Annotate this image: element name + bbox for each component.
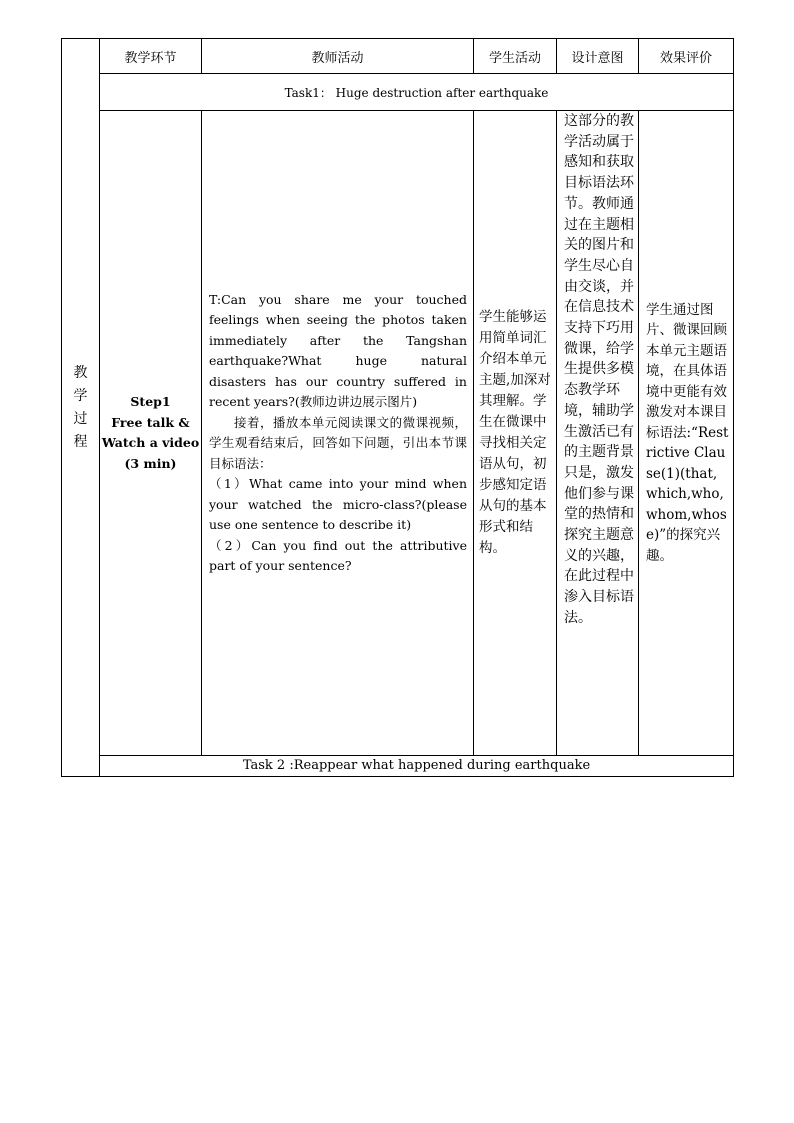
teacher-question-1: （1）What came into your mind when your watched the micro-class?(please use one sentence to describe it) [209,476,467,532]
header-effect-evaluation: 效果评价 [639,39,734,74]
step1-row [62,111,734,756]
task1-title: Task1： Huge destruction after earthquake [100,74,734,111]
task2-title: Task 2 :Reappear what happened during earthquake [100,756,734,777]
header-design-intent: 设计意图 [557,39,639,74]
teacher-question-2: （2）Can you find out the attributive part of your sentence? [209,537,467,573]
effect-evaluation-cell: 学生通过图片、微课回顾本单元主题语境，在具体语境中更能有效激发对本课目标语法:“Restrictive Clause(1)(that, which,who, whom,whose)”的探究兴趣。 [639,111,734,756]
header-teaching-step: 教学环节 [100,39,202,74]
header-row [62,39,734,74]
task1-row [62,74,734,111]
student-activity-cell: 学生能够运用简单词汇介绍本单元主题,加深对其理解。学生在微课中寻找相关定语从句，初步感知定语从句的基本形式和结构。 [474,111,557,756]
teacher-paragraph-2: 接着，播放本单元阅读课文的微课视频，学生观看结束后，回答如下问题，引出本节课目标语法： [209,414,467,471]
design-intent-cell: 这部分的教学活动属于感知和获取目标语法环节。教师通过在主题相关的图片和学生尽心自由交谈，并在信息技术支持下巧用微课，给学生提供多模态教学环境，辅助学生激活已有的主题背景只是，激发他们参与课堂的热情和探究主题意义的兴趣，在此过程中渗入目标语法。 [557,111,639,756]
header-teacher-activity: 教师活动 [202,39,474,74]
header-student-activity: 学生活动 [474,39,557,74]
task2-row [62,756,734,777]
teacher-paragraph-1: T:Can you share me your touched feelings when seeing the photos taken immediately after the Tangshan earthquake?What huge natural disasters has our country suffered in recent years?(教师边讲边展示图片) [209,291,467,409]
lesson-plan-table [61,38,734,777]
teacher-activity-cell [202,111,474,756]
step1-label: Step1 Free talk & Watch a video (3 min) [100,111,202,756]
teaching-process-label: 教 学 过 程 [62,39,100,777]
